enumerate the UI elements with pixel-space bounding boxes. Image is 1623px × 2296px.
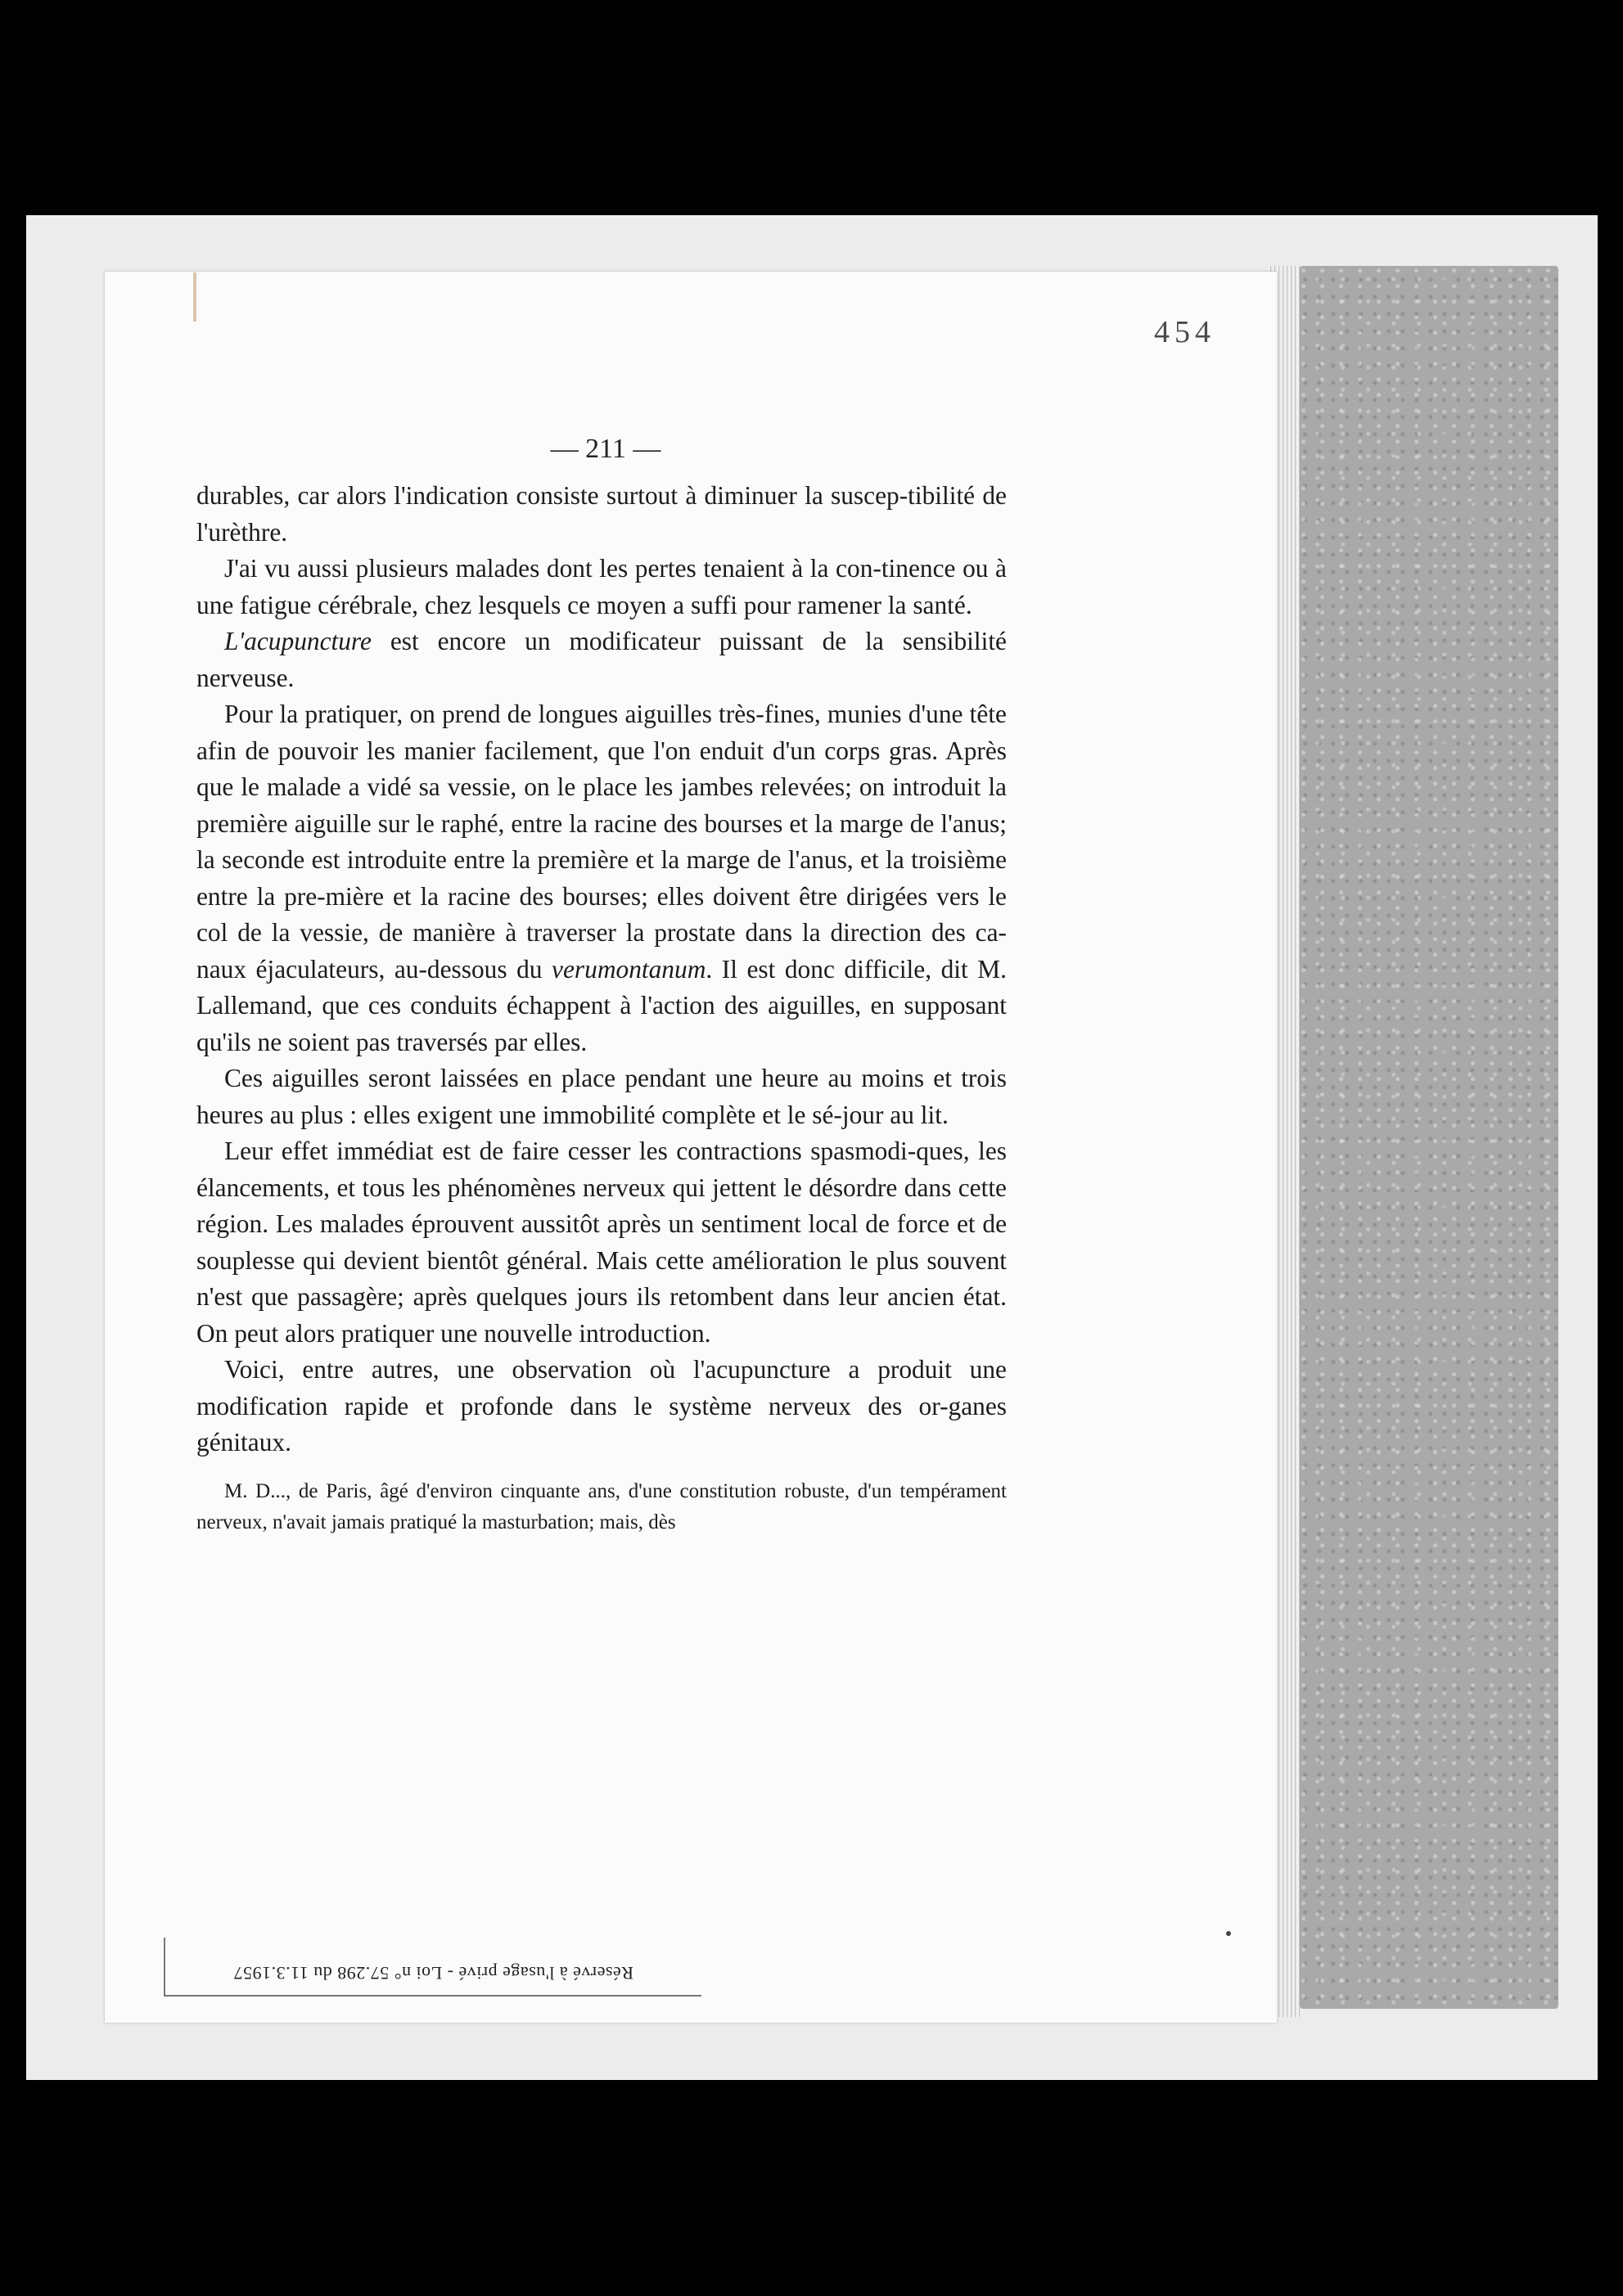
- body-text: [196, 478, 1007, 1538]
- book-cover: [1300, 266, 1558, 2009]
- paragraph-text: . Il est donc difficile, dit M. Lallemand, que ces conduits échappent à l'action des aiguilles, en supposant qu'ils ne soient pas traversés par elles.: [196, 954, 1008, 1056]
- paragraph: Voici, entre autres, une observation où l'acupuncture a produit une modification rapide et profonde dans le système nerveux des or-ganes génitaux.: [196, 1355, 1007, 1456]
- paragraph: durables, car alors l'indication consiste surtout à diminuer la suscep-tibilité de l'urèthre.: [196, 481, 1007, 547]
- archive-number: 454: [1154, 315, 1215, 349]
- page-number: — 211 —: [550, 434, 661, 464]
- italic-term: L'acupuncture: [224, 627, 372, 655]
- italic-term: verumontanum: [552, 954, 706, 984]
- page-dot: [1226, 1931, 1231, 1936]
- page-mark: [193, 272, 196, 322]
- paragraph-needles: [196, 696, 1007, 1060]
- paragraph: Leur effet immédiat est de faire cesser les contractions spasmodi-ques, les élancements, et tous les phénomènes nerveux qui jettent le désordre dans cette région. Les malades éprouvent aussitôt après un sentiment local de force et de souplesse qui devient bientôt général. Mais cette amélioration le plus souvent n'est que passagère; après quelques jours ils retombent dans leur ancien état. On peut alors pratiquer une nouvelle introduction.: [196, 1137, 1007, 1348]
- paragraph-text: Pour la pratiquer, on prend de longues aiguilles très-fines, munies d'une tête afin de pouvoir les manier facilement, que l'on enduit d'un corps gras. Après que le malade a vidé sa vessie, on le place les jambes relevées; on introduit la première aiguille sur le raphé, entre la racine des bourses et la marge de l'anus; la seconde est introduite entre la première et la marge de l'anus, et la troisième entre la pre-mière et la racine des bourses; elles doivent être dirigées vers le col de la vessie, de manière à traverser la prostate dans la direction des ca-naux éjaculateurs, au-dessous du: [196, 700, 1007, 984]
- paragraph: J'ai vu aussi plusieurs malades dont les pertes tenaient à la con-tinence ou à une fatigue cérébrale, chez lesquels ce moyen a suffi pour ramener la santé.: [196, 554, 1007, 619]
- paragraph: Ces aiguilles seront laissées en place pendant une heure au moins et trois heures au plus : elles exigent une immobilité complète et le sé-jour au lit.: [196, 1064, 1007, 1129]
- copyright-stamp: [164, 1938, 701, 1997]
- case-note: M. D..., de Paris, âgé d'environ cinquante ans, d'une constitution robuste, d'un tempérament nerveux, n'avait jamais pratiqué la masturbation; mais, dès: [196, 1479, 1007, 1533]
- paragraph-acupuncture: [196, 624, 1007, 696]
- stamp-text: Réservé à l'usage privé - Loi n° 57.298 du 11.3.1957: [233, 1963, 633, 1983]
- paragraph-text: est encore un modificateur puissant de la sensibilité nerveuse.: [196, 627, 1007, 692]
